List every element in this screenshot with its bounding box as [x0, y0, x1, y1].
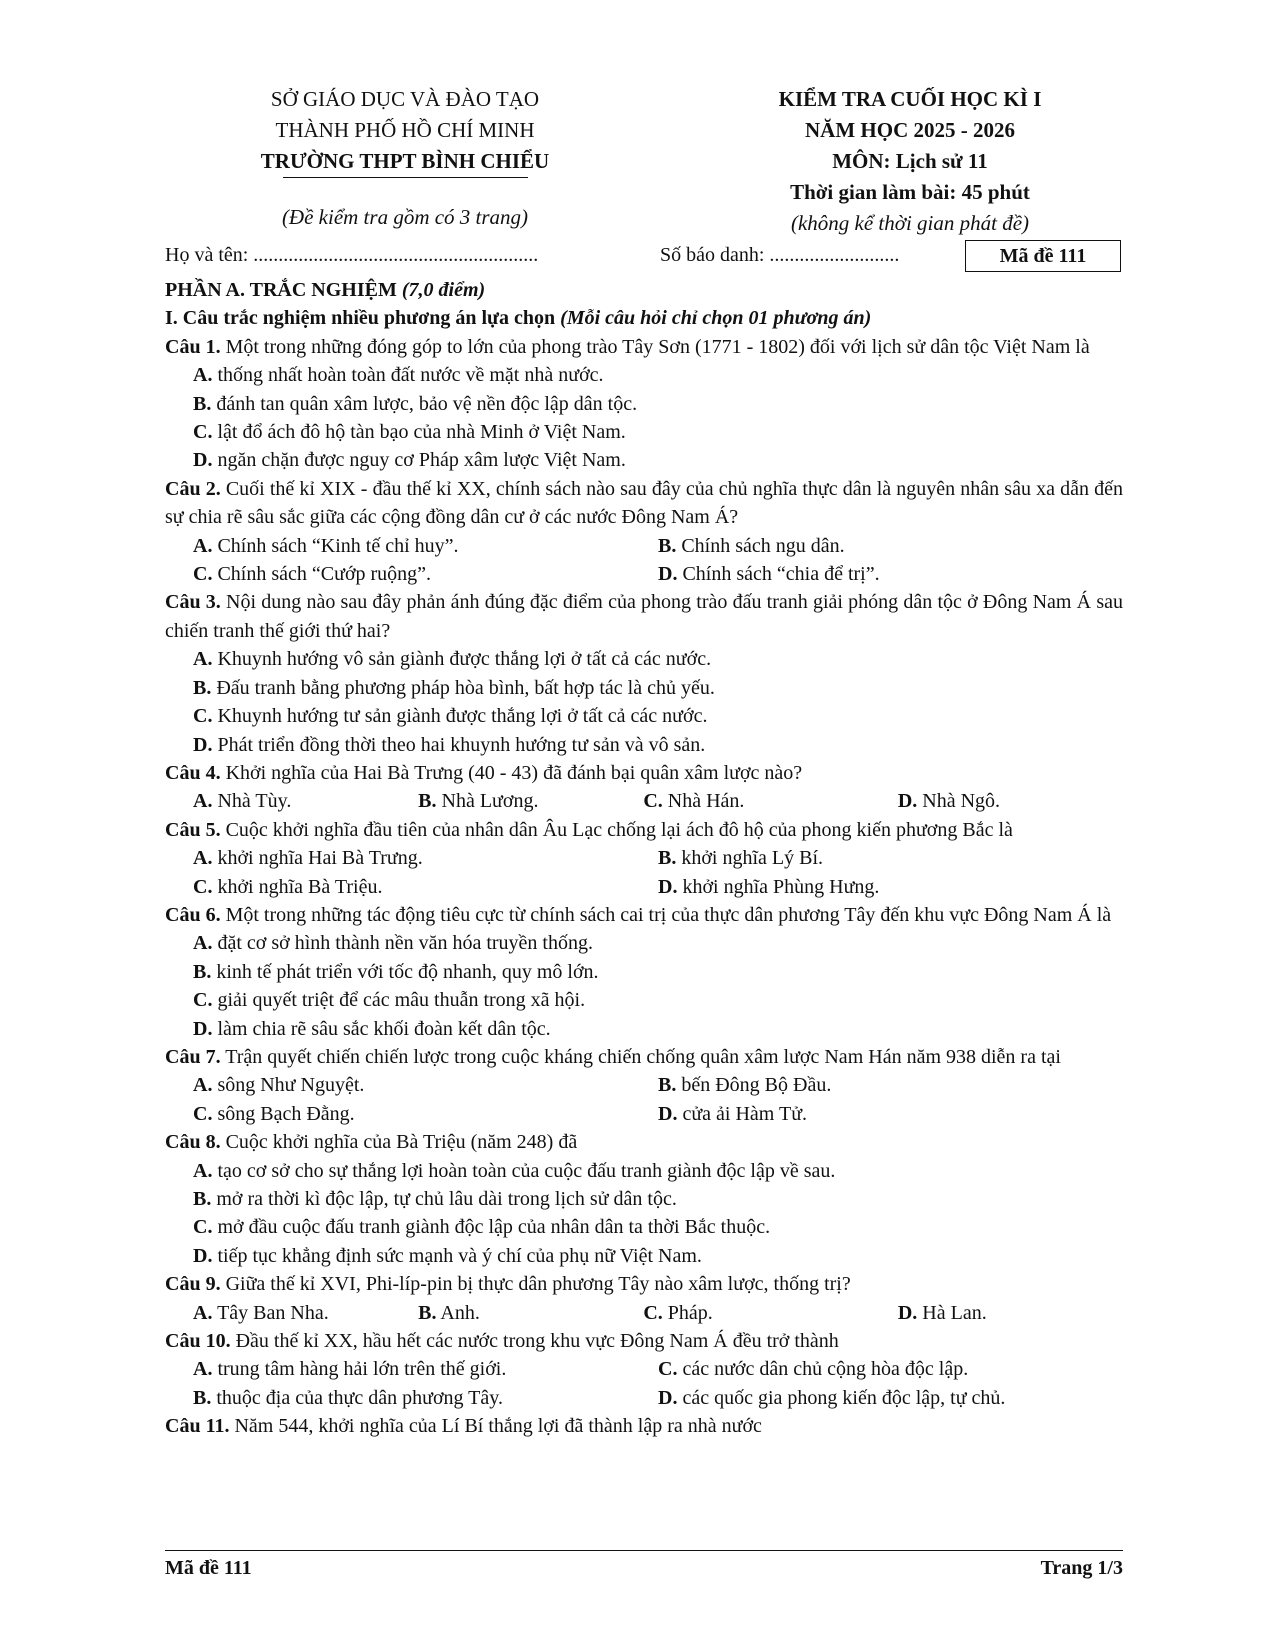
question-6: Câu 6. Một trong những tác động tiêu cực từ chính sách cai trị của thực dân phương Tây đến khu vực Đông Nam Á là	[165, 903, 1112, 926]
duration: Thời gian làm bài: 45 phút	[790, 180, 1030, 204]
option: D. làm chia rẽ sâu sắc khối đoàn kết dân tộc.	[193, 1017, 551, 1040]
exam-title: KIỂM TRA CUỐI HỌC KÌ I	[778, 87, 1042, 111]
option: B. Anh.	[418, 1301, 480, 1324]
option: D. Phát triển đồng thời theo hai khuynh hướng tư sản và vô sản.	[193, 733, 706, 756]
option: B. đánh tan quân xâm lược, bảo vệ nền độc lập dân tộc.	[193, 392, 638, 415]
school-name: TRƯỜNG THPT BÌNH CHIỂU	[260, 149, 550, 173]
part-title: PHẦN A. TRẮC NGHIỆM (7,0 điểm)	[165, 279, 486, 301]
option: D. Hà Lan.	[897, 1301, 987, 1324]
option: A. đặt cơ sở hình thành nền văn hóa truyền thống.	[193, 932, 593, 955]
duration-note: (không kể thời gian phát đề)	[790, 211, 1030, 235]
footer-page-number: Trang 1/3	[1040, 1557, 1123, 1579]
option: B. mở ra thời kì độc lập, tự chủ lâu dài trong lịch sử dân tộc.	[193, 1188, 677, 1210]
question-5: Câu 5. Cuộc khởi nghĩa đầu tiên của nhân dân Âu Lạc chống lại ách đô hộ của phong kiến phương Bắc là	[165, 818, 1013, 841]
option-row	[165, 844, 1123, 872]
option: B. bến Đông Bộ Đầu.	[658, 1074, 832, 1097]
option: B. kinh tế phát triển với tốc độ nhanh, quy mô lớn.	[193, 960, 599, 983]
option: A. Khuynh hướng vô sản giành được thắng lợi ở tất cả các nước.	[193, 648, 712, 671]
option: A. khởi nghĩa Hai Bà Trưng.	[193, 847, 423, 870]
option-row	[165, 873, 1123, 901]
option: C. Nhà Hán.	[643, 790, 745, 813]
option-row	[165, 532, 1123, 560]
option-row	[165, 1299, 1123, 1327]
option: B. Chính sách ngu dân.	[658, 534, 845, 557]
student-info-row	[165, 240, 1123, 272]
option: C. khởi nghĩa Bà Triệu.	[193, 875, 383, 898]
option: D. Chính sách “chia để trị”.	[658, 563, 880, 586]
option: B. thuộc địa của thực dân phương Tây.	[193, 1386, 503, 1409]
option: C. Khuynh hướng tư sản giành được thắng lợi ở tất cả các nước.	[193, 705, 708, 728]
option: C. lật đổ ách đô hộ tàn bạo của nhà Minh ở Việt Nam.	[193, 421, 626, 444]
option: D. các quốc gia phong kiến độc lập, tự chủ.	[658, 1386, 1006, 1409]
school-year: NĂM HỌC 2025 - 2026	[805, 118, 1015, 142]
option: A. tạo cơ sở cho sự thắng lợi hoàn toàn của cuộc đấu tranh giành độc lập về sau.	[193, 1159, 836, 1182]
question-4: Câu 4. Khởi nghĩa của Hai Bà Trưng (40 - 43) đã đánh bại quân xâm lược nào?	[165, 761, 803, 784]
option: D. cửa ải Hàm Tử.	[658, 1102, 808, 1125]
option-row	[165, 560, 1123, 588]
option: A. Chính sách “Kinh tế chỉ huy”.	[193, 534, 459, 557]
option: C. sông Bạch Đằng.	[193, 1102, 355, 1125]
question-3: Câu 3. Nội dung nào sau đây phản ánh đúng đặc điểm của phong trào đấu tranh giải phóng dân tộc ở Đông Nam Á sau chiến tranh thế giới thứ hai?	[165, 591, 1124, 642]
option: C. các nước dân chủ cộng hòa độc lập.	[658, 1358, 969, 1381]
option-row	[165, 1100, 1123, 1128]
option: B. Nhà Lương.	[418, 790, 539, 813]
department-name: SỞ GIÁO DỤC VÀ ĐÀO TẠO	[270, 87, 540, 111]
option: B. khởi nghĩa Lý Bí.	[658, 847, 824, 870]
header-right	[700, 84, 1120, 239]
option: A. Tây Ban Nha.	[193, 1301, 329, 1324]
option: D. khởi nghĩa Phùng Hưng.	[658, 875, 880, 898]
question-1: Câu 1. Một trong những đóng góp to lớn của phong trào Tây Sơn (1771 - 1802) đối với lịch sử dân tộc Việt Nam là	[165, 335, 1090, 358]
option: A. sông Như Nguyệt.	[193, 1074, 365, 1097]
option-row	[165, 1071, 1123, 1099]
option: A. trung tâm hàng hải lớn trên thế giới.	[193, 1358, 507, 1381]
question-11: Câu 11. Năm 544, khởi nghĩa của Lí Bí thắng lợi đã thành lập ra nhà nước	[165, 1415, 762, 1438]
option-row	[165, 1384, 1123, 1412]
exam-content	[165, 276, 1123, 1441]
option-row	[165, 787, 1123, 815]
exam-code-box: Mã đề 111	[965, 240, 1121, 272]
subject: MÔN: Lịch sử 11	[832, 149, 988, 173]
option: C. Pháp.	[643, 1301, 713, 1324]
option: D. tiếp tục khẳng định sức mạnh và ý chí của phụ nữ Việt Nam.	[193, 1244, 702, 1267]
section-title: I. Câu trắc nghiệm nhiều phương án lựa chọn (Mỗi câu hỏi chỉ chọn 01 phương án)	[165, 307, 872, 330]
option: A. thống nhất hoàn toàn đất nước về mặt nhà nước.	[193, 364, 604, 387]
option: C. mở đầu cuộc đấu tranh giành độc lập của nhân dân ta thời Bắc thuộc.	[193, 1216, 771, 1239]
question-10: Câu 10. Đầu thế kỉ XX, hầu hết các nước trong khu vực Đông Nam Á đều trở thành	[165, 1330, 839, 1353]
option: D. ngăn chặn được nguy cơ Pháp xâm lược Việt Nam.	[193, 449, 626, 472]
question-9: Câu 9. Giữa thế kỉ XVI, Phi-líp-pin bị thực dân phương Tây nào xâm lược, thống trị?	[165, 1273, 851, 1296]
question-8: Câu 8. Cuộc khởi nghĩa của Bà Triệu (năm 248) đã	[165, 1131, 578, 1154]
student-id-field: Số báo danh: ..........................	[660, 244, 900, 266]
option-row	[165, 1355, 1123, 1383]
question-2: Câu 2. Cuối thế kỉ XIX - đầu thế kỉ XX, chính sách nào sau đây của chủ nghĩa thực dân là nguyên nhân sâu xa dẫn đến sự chia rẽ sâu sắc giữa các cộng đồng dân cư ở các nước Đông Nam Á?	[165, 477, 1123, 529]
option: D. Nhà Ngô.	[897, 790, 1001, 813]
student-name-field: Họ và tên: .........................................................	[165, 244, 539, 266]
page-count-note: (Đề kiểm tra gồm có 3 trang)	[281, 205, 529, 229]
option: B. Đấu tranh bằng phương pháp hòa bình, bất hợp tác là chủ yếu.	[193, 676, 715, 699]
footer-exam-code: Mã đề 111	[165, 1557, 252, 1579]
school-underline	[283, 177, 528, 178]
city-name: THÀNH PHỐ HỒ CHÍ MINH	[275, 118, 535, 142]
question-7: Câu 7. Trận quyết chiến chiến lược trong cuộc kháng chiến chống quân xâm lược Nam Hán năm 938 diễn ra tại	[165, 1045, 1061, 1068]
option: C. giải quyết triệt để các mâu thuẫn trong xã hội.	[193, 989, 586, 1012]
option: A. Nhà Tùy.	[193, 790, 292, 813]
option: C. Chính sách “Cướp ruộng”.	[193, 563, 432, 586]
header-left	[215, 84, 595, 233]
footer-divider	[165, 1550, 1123, 1551]
